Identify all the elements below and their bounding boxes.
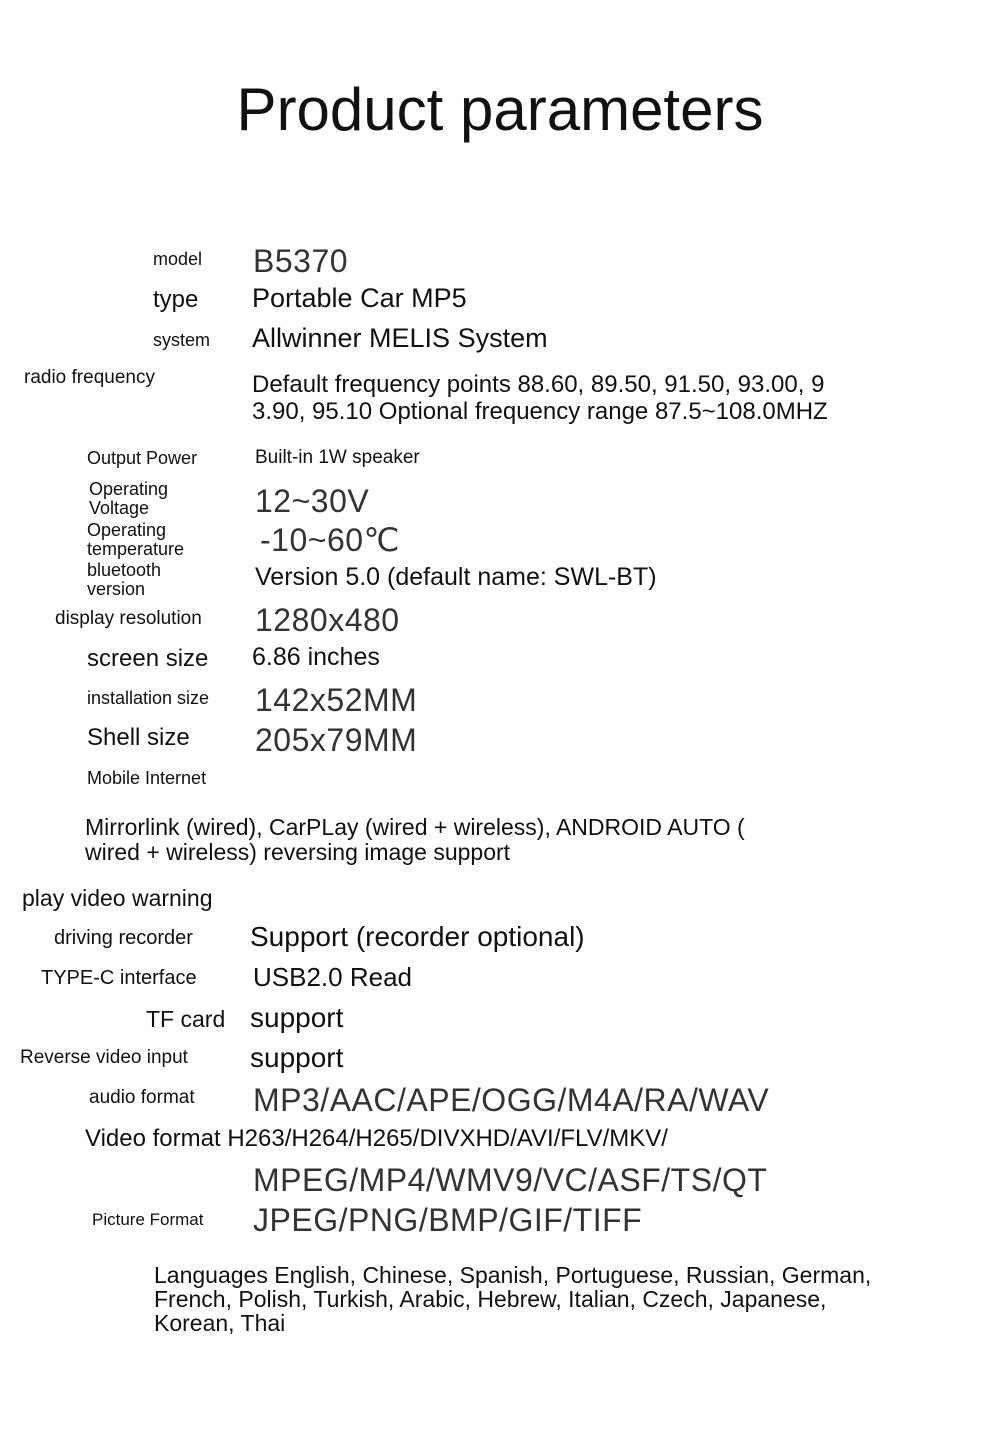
video-format-value-line2: MPEG/MP4/WMV9/VC/ASF/TS/QT — [253, 1162, 768, 1198]
tf-card-label: TF card — [146, 1006, 226, 1032]
video-format-value-line1: H263/H264/H265/DIVXHD/AVI/FLV/MKV/ — [227, 1125, 668, 1152]
operating-voltage-label-line2: Voltage — [89, 498, 150, 518]
system-value: Allwinner MELIS System — [252, 323, 548, 353]
video-format-label: Video format — [85, 1125, 221, 1152]
operating-voltage-value: 12~30V — [255, 483, 370, 519]
operating-temperature-label-line2: temperature — [87, 539, 185, 559]
radio-frequency-value-line2: 3.90, 95.10 Optional frequency range 87.5~108.0MHZ — [252, 398, 828, 425]
mobile-internet-label: Mobile Internet — [87, 768, 207, 788]
output-power-value: Built-in 1W speaker — [255, 447, 420, 468]
audio-format-label: audio format — [89, 1087, 195, 1108]
languages-line1: Languages English, Chinese, Spanish, Portuguese, Russian, German, — [154, 1262, 872, 1288]
installation-size-label: installation size — [87, 688, 210, 708]
video-format-row — [85, 1126, 668, 1151]
model-value: B5370 — [253, 243, 349, 279]
mobile-internet-value-line2: wired + wireless) reversing image support — [85, 839, 511, 865]
installation-size-value: 142x52MM — [255, 682, 418, 718]
bluetooth-version-label-line2: version — [87, 579, 146, 599]
tf-card-value: support — [250, 1002, 344, 1033]
type-c-label: TYPE-C interface — [41, 967, 197, 989]
page-title: Product parameters — [236, 76, 764, 143]
picture-format-label: Picture Format — [92, 1210, 204, 1229]
radio-frequency-label: radio frequency — [24, 367, 155, 388]
display-resolution-value: 1280x480 — [255, 602, 400, 638]
type-c-value: USB2.0 Read — [253, 962, 412, 992]
play-video-warning-label: play video warning — [22, 885, 213, 911]
system-label: system — [153, 330, 211, 350]
display-resolution-label: display resolution — [55, 608, 202, 629]
operating-temperature-value: -10~60℃ — [260, 522, 400, 558]
reverse-video-label: Reverse video input — [20, 1047, 188, 1068]
bluetooth-version-label-line1: bluetooth — [87, 560, 162, 580]
mobile-internet-value-line1: Mirrorlink (wired), CarPLay (wired + wireless), ANDROID AUTO ( — [85, 814, 745, 840]
shell-size-label: Shell size — [87, 724, 190, 751]
screen-size-value: 6.86 inches — [252, 643, 380, 671]
screen-size-label: screen size — [87, 645, 209, 672]
operating-temperature-label-line1: Operating — [87, 520, 167, 540]
audio-format-value: MP3/AAC/APE/OGG/M4A/RA/WAV — [253, 1082, 770, 1118]
shell-size-value: 205x79MM — [255, 722, 418, 758]
reverse-video-value: support — [250, 1042, 344, 1073]
driving-recorder-value: Support (recorder optional) — [250, 921, 585, 952]
operating-voltage-label-line1: Operating — [89, 479, 169, 499]
languages-line2: French, Polish, Turkish, Arabic, Hebrew, Italian, Czech, Japanese, — [154, 1286, 827, 1312]
type-value: Portable Car MP5 — [252, 283, 467, 313]
type-label: type — [153, 286, 199, 313]
bluetooth-version-value: Version 5.0 (default name: SWL-BT) — [255, 563, 657, 591]
languages-line3: Korean, Thai — [154, 1310, 286, 1336]
picture-format-value: JPEG/PNG/BMP/GIF/TIFF — [253, 1202, 643, 1238]
driving-recorder-label: driving recorder — [54, 927, 193, 949]
output-power-label: Output Power — [87, 448, 198, 468]
model-label: model — [153, 249, 203, 269]
radio-frequency-value-line1: Default frequency points 88.60, 89.50, 91.50, 93.00, 9 — [252, 371, 825, 398]
